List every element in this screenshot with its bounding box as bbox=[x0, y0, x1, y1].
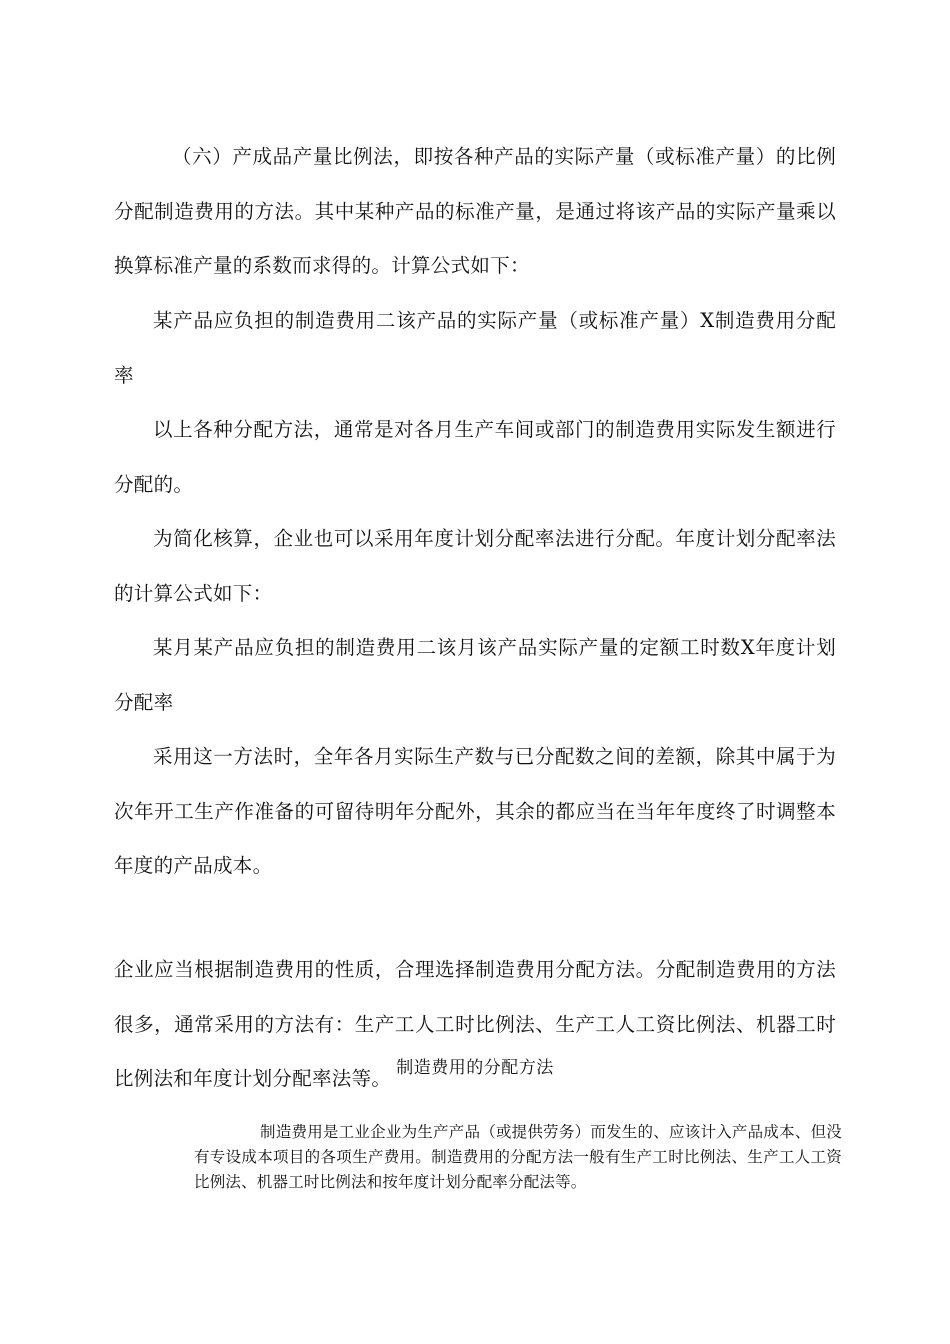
paragraph-formula-monthly-overhead: 某月某产品应负担的制造费用二该月该产品实际产量的定额工时数X年度计划分配率 bbox=[114, 636, 836, 714]
paragraph-output-ratio-method: （六）产成品产量比例法，即按各种产品的实际产量（或标准产量）的比例分配制造费用的方法。其中某种产品的标准产量，是通过将该产品的实际产量乘以换算标准产量的系数而求得的。计算公式如下： bbox=[114, 145, 836, 277]
paragraph-allocation-methods-note: 以上各种分配方法，通常是对各月生产车间或部门的制造费用实际发生额进行分配的。 bbox=[114, 418, 836, 496]
section-title: 制造费用的分配方法 bbox=[396, 1058, 554, 1078]
paragraph-year-end-adjustment: 采用这一方法时，全年各月实际生产数与已分配数之间的差额，除其中属于为次年开工生产作准备的可留待明年分配外，其余的都应当在当年年度终了时调整本年度的产品成本。 bbox=[114, 745, 836, 877]
paragraph-formula-product-overhead: 某产品应负担的制造费用二该产品的实际产量（或标准产量）X制造费用分配率 bbox=[114, 309, 836, 387]
section-body-paragraph: 制造费用是工业企业为生产产品（或提供劳务）而发生的、应该计入产品成本、但没有专设成本项目的各项生产费用。制造费用的分配方法一般有生产工时比例法、生产工人工资比例法、机器工时比例法和按年度计划分配率分配法等。 bbox=[194, 1123, 842, 1191]
paragraph-annual-plan-rate-intro: 为简化核算，企业也可以采用年度计划分配率法进行分配。年度计划分配率法的计算公式如下： bbox=[114, 527, 836, 605]
paragraph-choose-allocation-method: 企业应当根据制造费用的性质，合理选择制造费用分配方法。分配制造费用的方法很多，通常采用的方法有：生产工人工时比例法、生产工人工资比例法、机器工时比例法和年度计划分配率法等。 bbox=[114, 958, 836, 1090]
